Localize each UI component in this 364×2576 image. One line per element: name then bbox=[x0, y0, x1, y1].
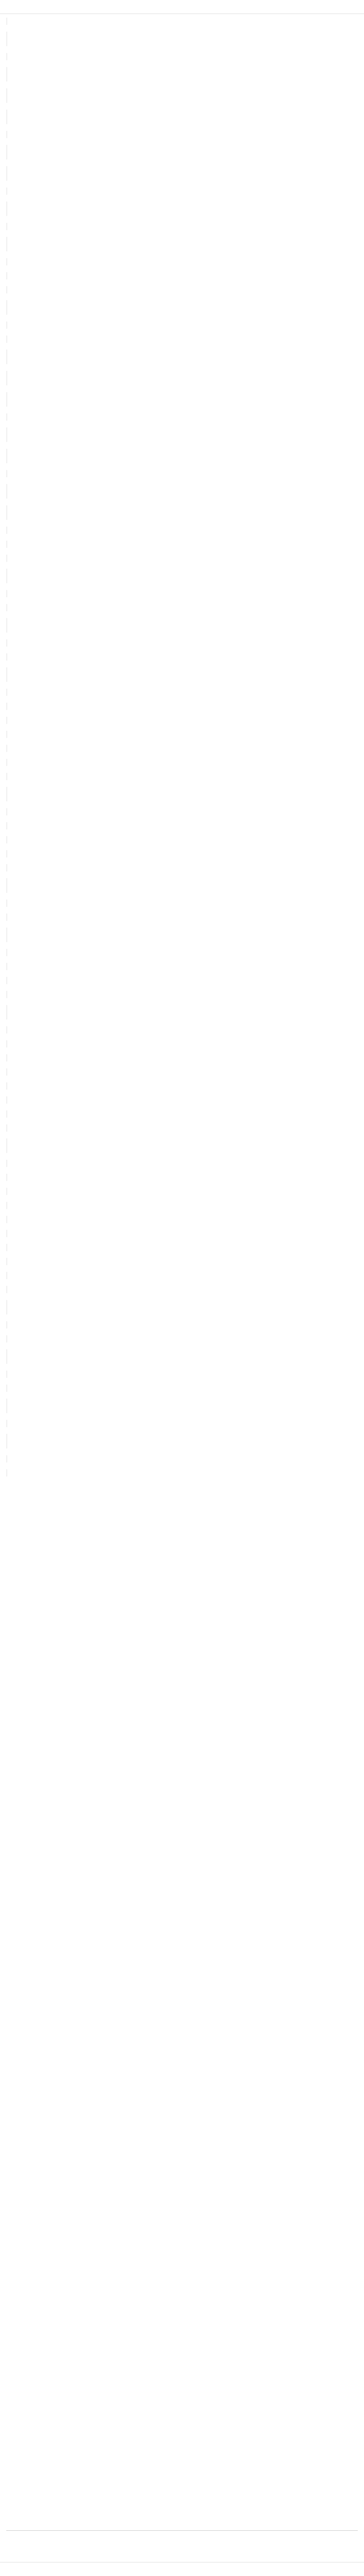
paragraph bbox=[6, 541, 187, 548]
paragraph bbox=[6, 202, 343, 216]
paragraph bbox=[6, 1054, 73, 1062]
paragraph bbox=[6, 963, 187, 970]
paragraph bbox=[6, 371, 343, 385]
paragraph bbox=[6, 731, 187, 738]
paragraph bbox=[6, 67, 343, 82]
paragraph bbox=[6, 392, 343, 407]
paragraph bbox=[6, 1420, 73, 1427]
paragraph bbox=[6, 949, 73, 956]
paragraph bbox=[6, 505, 343, 520]
paragraph bbox=[6, 272, 73, 279]
paragraph bbox=[6, 1371, 73, 1378]
paragraph bbox=[6, 300, 343, 315]
paragraph bbox=[6, 639, 187, 647]
footer-text bbox=[6, 2541, 339, 2548]
paragraph bbox=[6, 145, 343, 159]
paragraph bbox=[6, 991, 73, 998]
paragraph bbox=[6, 850, 187, 857]
paragraph bbox=[6, 653, 73, 661]
paragraph bbox=[6, 1174, 343, 1181]
paragraph bbox=[6, 1202, 187, 1209]
paragraph bbox=[6, 258, 343, 265]
paragraph bbox=[6, 1399, 343, 1413]
paragraph bbox=[6, 1349, 343, 1364]
paragraph bbox=[6, 1385, 73, 1392]
paragraph bbox=[6, 1272, 73, 1279]
paragraph bbox=[6, 1188, 73, 1195]
paragraph bbox=[6, 836, 73, 843]
paragraph bbox=[6, 1005, 343, 1019]
paragraph bbox=[6, 745, 73, 752]
site-footer-bar bbox=[0, 2562, 364, 2576]
paragraph bbox=[6, 1068, 343, 1076]
paragraph bbox=[6, 427, 343, 442]
paragraph bbox=[6, 470, 343, 477]
paragraph bbox=[6, 914, 187, 921]
paragraph bbox=[6, 717, 73, 724]
paragraph bbox=[6, 166, 343, 181]
paragraph bbox=[6, 350, 343, 364]
paragraph bbox=[6, 590, 73, 597]
paragraph bbox=[6, 286, 187, 293]
footer-divider bbox=[6, 2530, 358, 2531]
paragraph bbox=[6, 878, 343, 893]
paragraph bbox=[6, 1258, 187, 1265]
paragraph bbox=[6, 900, 73, 907]
paragraph bbox=[6, 223, 187, 230]
paragraph bbox=[6, 1469, 187, 1477]
paragraph bbox=[6, 1082, 187, 1090]
chapter-text bbox=[6, 18, 358, 2521]
paragraph bbox=[6, 110, 343, 124]
paragraph bbox=[6, 977, 343, 984]
paragraph bbox=[6, 1138, 343, 1153]
paragraph bbox=[6, 321, 73, 329]
paragraph bbox=[6, 413, 73, 421]
paragraph bbox=[6, 1335, 73, 1343]
paragraph bbox=[6, 604, 73, 611]
paragraph bbox=[6, 1124, 73, 1132]
paragraph bbox=[6, 689, 73, 696]
paragraph bbox=[6, 1160, 187, 1167]
footer-text bbox=[6, 2552, 339, 2559]
paragraph bbox=[6, 667, 343, 682]
site-header-bar bbox=[0, 0, 364, 14]
paragraph bbox=[6, 1434, 343, 1448]
paragraph bbox=[6, 1244, 73, 1251]
paragraph bbox=[6, 1216, 73, 1223]
paragraph bbox=[6, 1300, 343, 1314]
paragraph bbox=[6, 787, 343, 801]
paragraph bbox=[6, 527, 343, 534]
paragraph bbox=[6, 18, 187, 25]
paragraph bbox=[6, 555, 73, 562]
paragraph bbox=[6, 703, 343, 710]
paragraph bbox=[6, 618, 343, 633]
paragraph bbox=[6, 237, 343, 251]
paragraph bbox=[6, 864, 73, 871]
paragraph bbox=[6, 1230, 343, 1237]
paragraph bbox=[6, 131, 343, 138]
paragraph bbox=[6, 928, 343, 942]
paragraph bbox=[6, 187, 187, 195]
paragraph bbox=[6, 53, 343, 60]
paragraph bbox=[6, 1455, 73, 1463]
paragraph bbox=[6, 88, 343, 103]
paragraph bbox=[6, 759, 73, 766]
paragraph bbox=[6, 1110, 187, 1118]
paragraph bbox=[6, 773, 343, 780]
paragraph bbox=[6, 808, 73, 815]
paragraph bbox=[6, 336, 343, 343]
paragraph bbox=[6, 1026, 343, 1034]
paragraph bbox=[6, 484, 343, 499]
paragraph bbox=[6, 1286, 73, 1293]
paragraph bbox=[6, 1321, 73, 1329]
paragraph bbox=[6, 569, 343, 583]
paragraph bbox=[6, 449, 343, 463]
paragraph bbox=[6, 822, 343, 829]
paragraph bbox=[6, 32, 343, 46]
paragraph bbox=[6, 1040, 73, 1048]
paragraph bbox=[6, 1096, 73, 1104]
